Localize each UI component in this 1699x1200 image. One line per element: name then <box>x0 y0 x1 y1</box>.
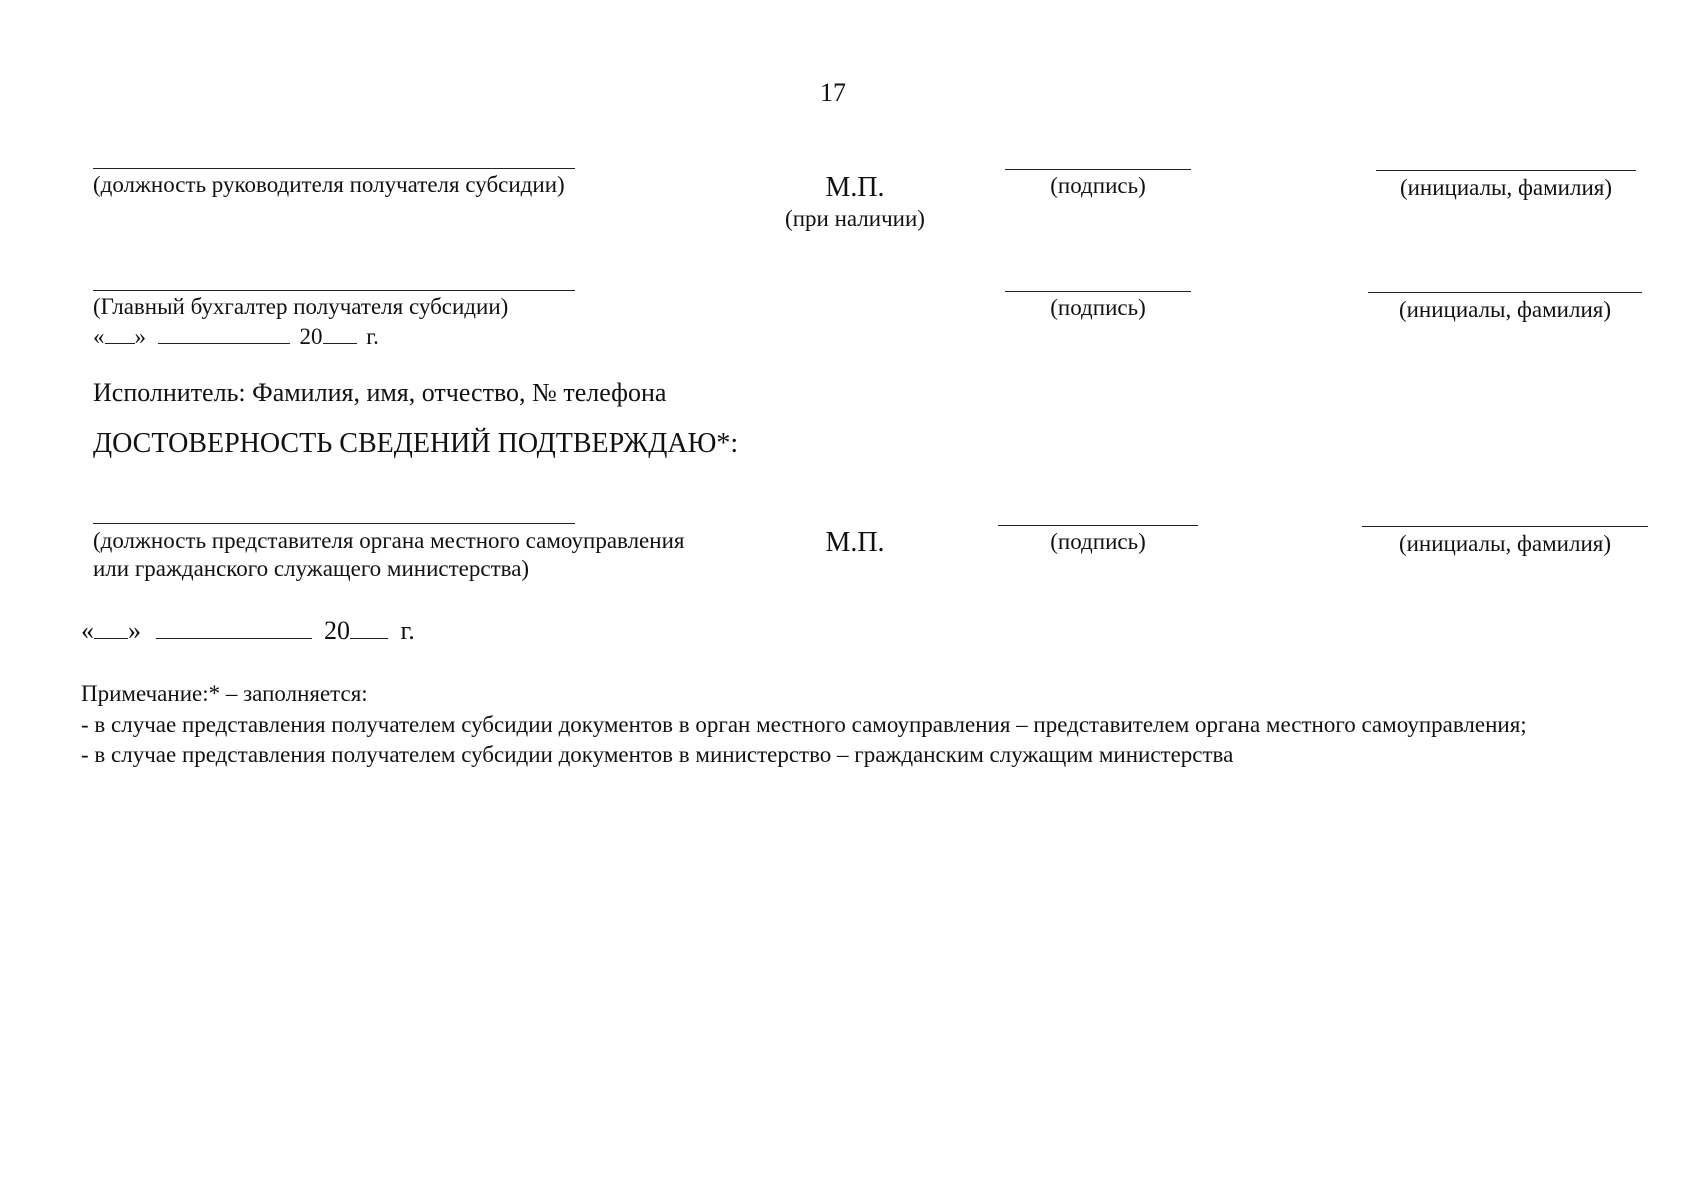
note-item-1: - в случае представления получателем субсидии документов в орган местного самоуправления – представителем органа местного самоуправления; <box>81 712 1527 737</box>
executor-line: Исполнитель: Фамилия, имя, отчество, № телефона <box>93 378 667 407</box>
signature-line-1 <box>1005 169 1191 170</box>
signature-caption-1: (подпись) <box>1050 173 1146 198</box>
name-line-1 <box>1376 170 1636 171</box>
signature-caption-3: (подпись) <box>1050 529 1146 554</box>
position-caption-head: (должность руководителя получателя субсидии) <box>93 172 565 197</box>
seal-note: (при наличии) <box>785 206 925 231</box>
date-line-accountant <box>93 321 379 351</box>
month-blank <box>158 321 290 344</box>
year-suffix: г. <box>366 324 379 349</box>
date-line-representative <box>81 616 415 646</box>
day-blank <box>105 321 135 344</box>
year2-suffix: г. <box>400 616 415 645</box>
note-title: Примечание:* – заполняется: <box>81 681 368 706</box>
note-item-2: - в случае представления получателем субсидии документов в министерство – гражданским служащим министерства <box>81 742 1234 767</box>
date-close-quote: » <box>134 324 146 349</box>
position-caption-representative-line2: или гражданского служащего министерства) <box>93 556 530 581</box>
seal-label-1: М.П. <box>825 172 885 203</box>
name-line-2 <box>1368 292 1642 293</box>
position-line-accountant <box>93 290 575 291</box>
month2-blank <box>156 616 312 639</box>
name-caption-1: (инициалы, фамилия) <box>1399 175 1613 200</box>
date2-close-quote: » <box>128 616 141 645</box>
page-number: 17 <box>820 78 846 107</box>
year2-blank <box>350 616 388 639</box>
position-caption-representative-line1: (должность представителя органа местного самоуправления <box>93 528 685 553</box>
seal-label-3: М.П. <box>825 527 885 558</box>
year-prefix: 20 <box>299 324 323 349</box>
position-line-representative <box>93 523 575 524</box>
signature-line-3 <box>998 525 1198 526</box>
position-caption-accountant: (Главный бухгалтер получателя субсидии) <box>93 294 509 319</box>
day2-blank <box>94 616 128 639</box>
name-caption-2: (инициалы, фамилия) <box>1398 297 1612 322</box>
year-blank <box>323 321 357 344</box>
name-caption-3: (инициалы, фамилия) <box>1398 531 1612 556</box>
date-open-quote: « <box>93 324 105 349</box>
confirmation-heading: ДОСТОВЕРНОСТЬ СВЕДЕНИЙ ПОДТВЕРЖДАЮ*: <box>93 428 739 459</box>
year2-prefix: 20 <box>324 616 350 645</box>
signature-line-2 <box>1005 291 1191 292</box>
date2-open-quote: « <box>81 616 94 645</box>
position-line-head <box>93 168 575 169</box>
signature-caption-2: (подпись) <box>1050 295 1146 320</box>
name-line-3 <box>1362 526 1648 527</box>
